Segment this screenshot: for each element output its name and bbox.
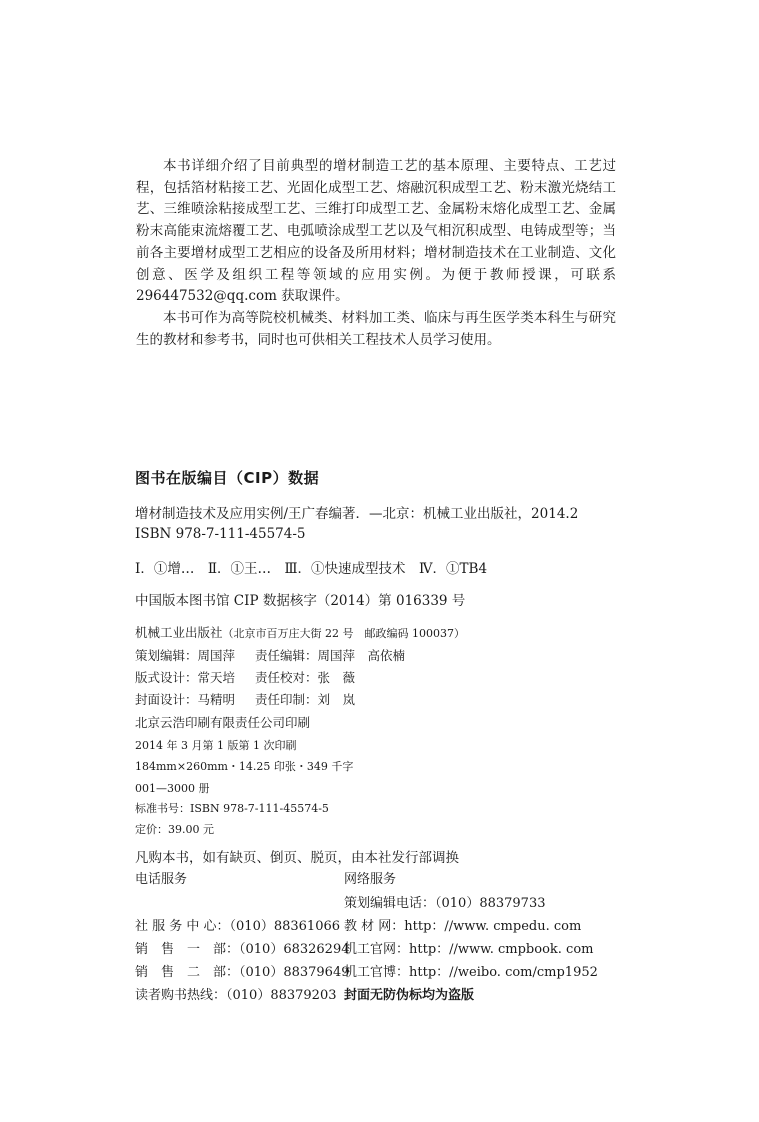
phone-service-heading: 电话服务: [135, 872, 188, 887]
print-run: 001—3000 册: [135, 782, 210, 795]
printer: 北京云浩印刷有限责任公司印刷: [135, 715, 311, 730]
editors-line: [135, 646, 406, 664]
format: 184mm×260mm・14.25 印张・349 千字: [135, 760, 354, 773]
publisher-name: 机械工业出版社: [135, 625, 223, 640]
edition: 2014 年 3 月第 1 版第 1 次印刷: [135, 739, 297, 752]
official-website: 机工官网：http：//www. cmpbook. com: [344, 942, 594, 957]
reader-hotline: 读者购书热线：（010）88379203: [135, 988, 337, 1003]
cover-design: 封面设计：马精明: [135, 692, 236, 707]
proofreader: 责任校对：张 薇: [255, 670, 356, 685]
cover-line: [135, 690, 356, 708]
cip-classification: Ⅰ．①增… Ⅱ．①王… Ⅲ．①快速成型技术 Ⅳ．①TB4: [135, 561, 488, 577]
publisher-line: [135, 623, 465, 641]
sales-dept-1-phone: 销 售 一 部：（010）68326294: [135, 942, 350, 957]
standard-number: 标准书号：ISBN 978-7-111-45574-5: [135, 802, 329, 815]
publisher-address: （北京市百万庄大街 22 号 邮政编码 100037）: [222, 627, 465, 640]
sales-dept-2-phone: 销 售 二 部：（010）88379649: [135, 965, 350, 980]
responsible-editor: 责任编辑：周国萍 高依楠: [255, 648, 406, 663]
book-abstract: [136, 156, 616, 351]
printing-supervisor: 责任印制：刘 岚: [255, 692, 356, 707]
cip-title: 图书在版编目（CIP）数据: [135, 469, 320, 487]
textbook-website: 教 材 网：http：//www. cmpedu. com: [344, 919, 582, 934]
abstract-paragraph-1: 本书详细介绍了目前典型的增材制造工艺的基本原理、主要特点、工艺过程，包括箔材粘接工艺、光固化成型工艺、熔融沉积成型工艺、粉末激光烧结工艺、三维喷涂粘接成型工艺、三维打印成型工艺、金属粉末熔化成型工艺、金属粉末高能束流熔覆工艺、电弧喷涂成型工艺以及气相沉积成型、电铸成型等；当前各主要增材成型工艺相应的设备及所用材料；增材制造技术在工业制造、文化创意、医学及组织工程等领域的应用实例。为便于教师授课，可联系 296447532@qq.com 获取课件。: [136, 158, 616, 305]
cip-isbn: ISBN 978-7-111-45574-5: [135, 526, 306, 542]
planning-editor-phone: 策划编辑电话：（010）88379733: [344, 896, 546, 911]
replacement-notice: 凡购本书，如有缺页、倒页、脱页，由本社发行部调换: [135, 850, 459, 866]
anti-piracy-notice: 封面无防伪标均为盗版: [344, 988, 475, 1003]
official-weibo: 机工官博：http：//weibo. com/cmp1952: [344, 965, 598, 980]
design-line: [135, 668, 356, 686]
cip-number: 中国版本图书馆 CIP 数据核字（2014）第 016339 号: [135, 593, 466, 609]
planning-editor: 策划编辑：周国萍: [135, 648, 236, 663]
cip-entry: 增材制造技术及应用实例/王广春编著．—北京：机械工业出版社，2014.2: [135, 506, 579, 522]
service-center-phone: 社 服 务 中 心：（010）88361066: [135, 919, 341, 934]
web-service-heading: 网络服务: [344, 872, 397, 887]
abstract-paragraph-2: 本书可作为高等院校机械类、材料加工类、临床与再生医学类本科生与研究生的教材和参考书，同时也可供相关工程技术人员学习使用。: [136, 309, 616, 348]
price: 定价：39.00 元: [135, 823, 214, 836]
layout-design: 版式设计：常天培: [135, 670, 236, 685]
